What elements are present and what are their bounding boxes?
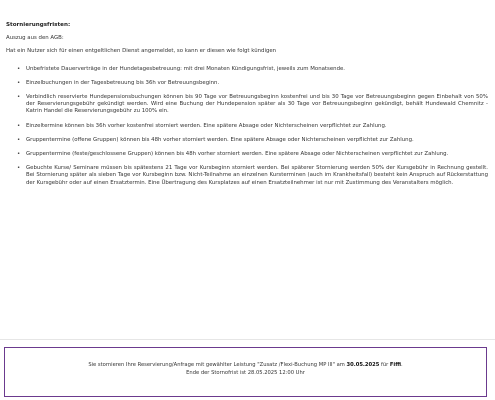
rule-text: Einzelbuchungen in der Tagesbetreuung bis 36h vor Betreuungsbeginn. xyxy=(26,79,220,86)
bullet-icon: • xyxy=(17,151,21,158)
rule-text: Verbindlich reservierte Hundepensionsbuchungen können bis 90 Tage vor Betreuungsbeginn kostenfrei und bis 30 Tage vor Betreuungsbeginn gegen Einbehalt von 50% der Reservierungsgebühr gekündigt werden. Wird eine Buchung der Hundepension später als 30 Tage vor Betreuungsbeginn gekündigt, behält Hundewald Chemnitz - Katrin Handel die Reservierungsgebühr zu 100% ein. xyxy=(26,94,488,115)
list-item xyxy=(6,94,488,116)
notice-date: 30.05.2025 xyxy=(346,362,380,368)
notice-prefix: Sie stornieren Ihre Reservierung/Anfrage mit gewählter Leistung "Zusatz /Flexi-Buchung MP III" am xyxy=(88,362,347,368)
notice-period: . xyxy=(401,362,403,368)
bullet-icon: • xyxy=(17,65,21,72)
terms-heading: Stornierungsfristen: xyxy=(6,22,71,28)
list-item xyxy=(6,123,488,130)
list-item xyxy=(6,66,488,73)
list-item xyxy=(6,80,488,87)
notice-dog-name: Fiffi xyxy=(389,362,401,368)
rule-text: Gruppentermine (feste/geschlossene Gruppen) können bis 48h vorher storniert werden. Eine spätere Absage oder Nichterscheinen verpflichtet zur Zahlung. xyxy=(26,151,449,158)
list-item xyxy=(6,165,488,187)
bullet-icon: • xyxy=(17,94,21,101)
rule-text: Gruppentermine (offene Gruppen) können bis 48h vorher storniert werden. Eine spätere Absage oder Nichterscheinen verpflichtet zur Zahlung. xyxy=(26,136,414,143)
bullet-icon: • xyxy=(17,165,21,172)
terms-intro: Hat ein Nutzer sich für einen entgeltlichen Dienst angemeldet, so kann er diesen wie folgt kündigen xyxy=(6,48,277,55)
section-divider xyxy=(0,339,495,340)
notice-for: für xyxy=(379,362,390,368)
bullet-icon: • xyxy=(17,136,21,143)
rule-text: Unbefristete Dauerverträge in der Hundetagesbetreuung: mit drei Monaten Kündigungsfrist, jeweils zum Monatsende. xyxy=(26,65,346,72)
terms-section xyxy=(6,22,488,194)
bullet-icon: • xyxy=(17,122,21,129)
bullet-icon: • xyxy=(17,79,21,86)
cancellation-notice-box xyxy=(4,347,487,397)
list-item xyxy=(6,151,488,158)
notice-deadline: Ende der Stornofrist ist 28.05.2025 12:00 Uhr xyxy=(186,370,305,376)
rule-text: Einzeltermine können bis 36h vorher kostenfrei storniert werden. Eine spätere Absage oder Nichterscheinen verpflichtet zur Zahlung. xyxy=(26,122,387,129)
notice-line-1 xyxy=(5,361,486,369)
list-item xyxy=(6,137,488,144)
cancellation-rules-list xyxy=(6,66,488,187)
rule-text: Gebuchte Kurse/ Seminare müssen bis spätestens 21 Tage vor Kursbeginn storniert werden. Bei späterer Stornierung werden 50% der Kursgebühr in Rechnung gestellt. Bei Stornierung später als sieben Tage vor Kursbeginn bzw. Nicht-Teilnahme an einzelnen Kursterminen (auch im Krankheitsfall) besteht kein Anspruch auf Rückerstattung der Kursgebühr oder auf einen Ersatztermin. Eine Übertragung des Kursplatzes auf einen Ersatzteilnehmer ist nur mit Zustimmung des Veranstalters möglich. xyxy=(26,165,488,186)
terms-excerpt: Auszug aus den AGB: xyxy=(6,35,64,42)
